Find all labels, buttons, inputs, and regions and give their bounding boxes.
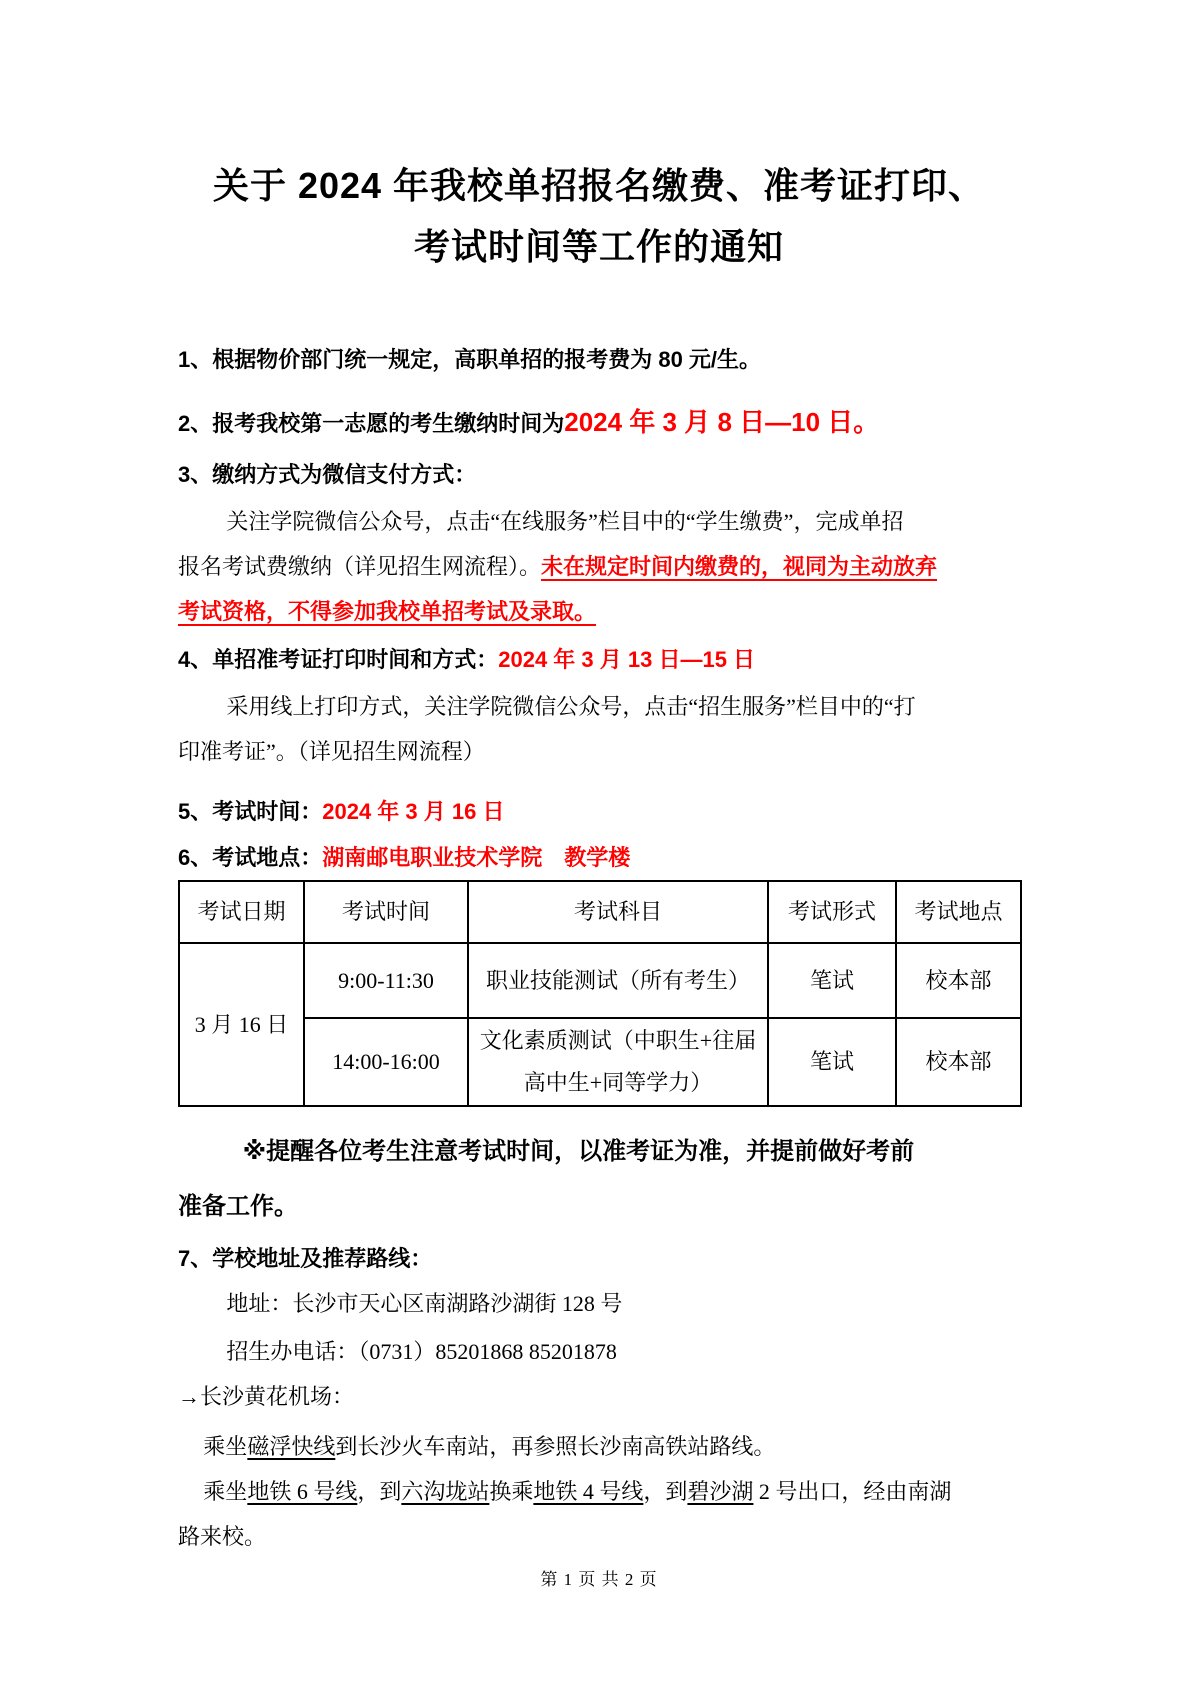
item-6-exam-location <box>178 838 1020 878</box>
reminder-line1: ※提醒各位考生注意考试时间，以准考证为准，并提前做好考前 <box>242 1138 915 1165</box>
item-4-date-highlight: 2024 年 3 月 13 日—15 日 <box>498 647 756 672</box>
route2-metro6-underlined: 地铁 6 号线 <box>247 1479 358 1504</box>
table-row-afternoon <box>179 1018 1021 1106</box>
airport-route-heading <box>178 1374 1020 1419</box>
item-2-label: 2、报考我校第一志愿的考生缴纳时间为 <box>178 411 565 436</box>
arrow-icon: → <box>178 1384 200 1409</box>
item-6-label: 6、考试地点： <box>178 845 323 870</box>
item-5-date-highlight: 2024 年 3 月 16 日 <box>322 799 505 824</box>
item-3-line2-black-text: 报名考试费缴纳（详见招生网流程）。 <box>178 554 542 579</box>
cell-afternoon-location: 校本部 <box>896 1018 1021 1106</box>
reminder-line2: 准备工作。 <box>178 1193 298 1220</box>
route-metro-line-continued: 路来校。 <box>178 1524 267 1549</box>
route-metro-line <box>178 1469 1020 1514</box>
route2-bishahu-underlined: 碧沙湖 <box>687 1479 754 1504</box>
item-3-paragraph-line3 <box>178 589 1020 634</box>
item-2-date-highlight: 2024 年 3 月 8 日—10 日。 <box>564 407 880 437</box>
item-3-line3-warning-text: 考试资格，不得参加我校单招考试及录取。 <box>178 599 597 624</box>
cell-exam-date: 3 月 16 日 <box>179 943 304 1106</box>
header-exam-time: 考试时间 <box>304 881 468 943</box>
item-7-school-address-heading: 7、学校地址及推荐路线： <box>178 1246 433 1271</box>
header-exam-subject: 考试科目 <box>468 881 768 943</box>
route1-maglev-underlined: 磁浮快线 <box>247 1434 336 1459</box>
route2-pre: 乘坐 <box>203 1479 248 1504</box>
route1-post: 到长沙火车南站，再参照长沙南高铁站路线。 <box>335 1434 776 1459</box>
cell-afternoon-form: 笔试 <box>768 1018 896 1106</box>
document-title-line1: 关于 2024 年我校单招报名缴费、准考证打印、 <box>212 165 986 206</box>
cell-morning-time: 9:00-11:30 <box>304 943 468 1018</box>
afternoon-subject-line2: 高中生+同等学力） <box>523 1070 713 1095</box>
cell-morning-subject: 职业技能测试（所有考生） <box>468 943 768 1018</box>
cell-morning-form: 笔试 <box>768 943 896 1018</box>
item-3-paragraph-line2 <box>178 544 1020 589</box>
item-5-exam-time <box>178 792 1020 832</box>
item-3-line2-warning-text: 未在规定时间内缴费的，视同为主动放弃 <box>541 554 938 579</box>
route2-mid1: ，到 <box>357 1479 402 1504</box>
item-3-payment-method: 3、缴纳方式为微信支付方式： <box>178 462 477 487</box>
header-exam-date: 考试日期 <box>179 881 304 943</box>
item-2-payment-time <box>178 398 1020 448</box>
table-header-row <box>179 881 1021 943</box>
item-6-location-highlight: 湖南邮电职业技术学院 教学楼 <box>322 845 631 870</box>
admissions-phone-line: 招生办电话：（0731）85201868 85201878 <box>226 1339 617 1364</box>
table-row-morning <box>179 943 1021 1018</box>
school-address-line: 地址：长沙市天心区南湖路沙湖街 128 号 <box>226 1291 623 1316</box>
document-title-line2: 考试时间等工作的通知 <box>413 226 784 267</box>
item-4-label: 4、单招准考证打印时间和方式： <box>178 647 499 672</box>
airport-route-label: 长沙黄花机场： <box>200 1384 355 1409</box>
item-3-paragraph-line1: 关注学院微信公众号，点击“在线服务”栏目中的“学生缴费”，完成单招 <box>226 509 904 534</box>
cell-afternoon-time: 14:00-16:00 <box>304 1018 468 1106</box>
route2-mid2: 换乘 <box>489 1479 534 1504</box>
cell-morning-location: 校本部 <box>896 943 1021 1018</box>
route2-metro4-underlined: 地铁 4 号线 <box>533 1479 644 1504</box>
item-5-label: 5、考试时间： <box>178 799 323 824</box>
exam-schedule-table <box>178 880 1022 1107</box>
cell-afternoon-subject <box>468 1018 768 1106</box>
afternoon-subject-line1: 文化素质测试（中职生+往届 <box>479 1028 757 1053</box>
route1-pre: 乘坐 <box>203 1434 248 1459</box>
item-4-paragraph-line2: 印准考证”。（详见招生网流程） <box>178 739 485 764</box>
route-maglev-line <box>178 1424 1020 1469</box>
item-1-registration-fee: 1、根据物价部门统一规定，高职单招的报考费为 80 元/生。 <box>178 347 762 372</box>
header-exam-form: 考试形式 <box>768 881 896 943</box>
page-number-footer: 第 1 页 共 2 页 <box>540 1570 658 1589</box>
route2-liugoulong-underlined: 六沟垅站 <box>401 1479 490 1504</box>
item-4-ticket-printing <box>178 637 1020 682</box>
header-exam-location: 考试地点 <box>896 881 1021 943</box>
route2-mid3: ，到 <box>643 1479 688 1504</box>
item-4-paragraph-line1: 采用线上打印方式，关注学院微信公众号，点击“招生服务”栏目中的“打 <box>226 694 916 719</box>
route2-post: 2 号出口，经由南湖 <box>753 1479 952 1504</box>
